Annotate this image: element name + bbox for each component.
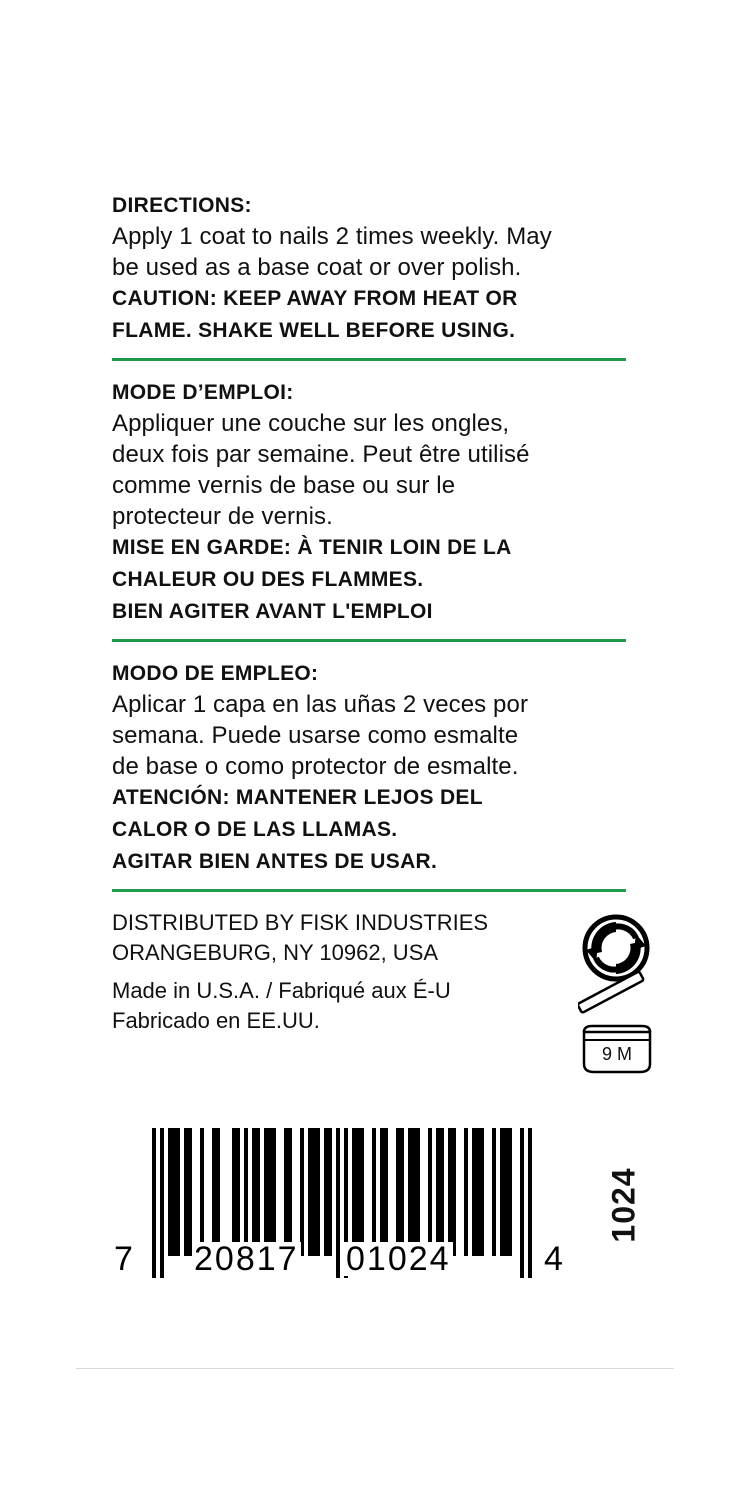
barcode-bar	[448, 1128, 456, 1256]
barcode-bar	[380, 1128, 388, 1256]
section-heading: MODO DE EMPLEO:	[112, 662, 319, 685]
barcode-guard-bar	[528, 1128, 532, 1278]
section-divider	[112, 889, 626, 892]
barcode-bar	[212, 1128, 220, 1256]
barcode-guard-bar	[152, 1128, 156, 1278]
barcode-bar	[264, 1128, 276, 1256]
section-body-line: semana. Puede usarse como esmalte	[112, 722, 519, 749]
section-heading: DIRECTIONS:	[112, 194, 252, 217]
barcode-bar	[232, 1128, 240, 1256]
barcode-bar	[436, 1128, 444, 1256]
caution-line: CHALEUR OU DES FLAMMES.	[112, 568, 424, 591]
directions-section-en	[112, 190, 632, 347]
barcode-left-digit: 7	[114, 1240, 133, 1278]
distributor-line: DISTRIBUTED BY FISK INDUSTRIES	[112, 910, 489, 935]
made-in-line: Fabricado en EE.UU.	[112, 1008, 320, 1033]
barcode	[112, 1128, 572, 1288]
section-body-line: Apply 1 coat to nails 2 times weekly. May	[112, 223, 552, 250]
product-code-vertical: 1024	[605, 1167, 642, 1243]
barcode-bar	[284, 1128, 292, 1256]
green-dot-recycle-icon	[585, 917, 647, 979]
caution-line: BIEN AGITER AVANT L'EMPLOI	[112, 600, 433, 623]
barcode-digit-group: 20817	[194, 1240, 299, 1278]
barcode-bar	[428, 1128, 432, 1256]
caution-line: FLAME. SHAKE WELL BEFORE USING.	[112, 319, 516, 342]
distributor-address: ORANGEBURG, NY 10962, USA	[112, 940, 439, 965]
barcode-bar	[492, 1128, 496, 1256]
section-body-line: Appliquer une couche sur les ongles,	[112, 410, 510, 437]
bottom-divider	[76, 1368, 674, 1369]
barcode-bar	[396, 1128, 404, 1256]
section-body-line: comme vernis de base ou sur le	[112, 472, 456, 499]
barcode-right-digit: 4	[544, 1240, 563, 1278]
caution-line: AGITAR BIEN ANTES DE USAR.	[112, 850, 438, 873]
section-body-line: de base o como protector de esmalte.	[112, 753, 519, 780]
section-body-line: be used as a base coat or over polish.	[112, 254, 522, 281]
section-body-line: deux fois par semaine. Peut être utilisé	[112, 441, 530, 468]
product-label	[112, 190, 632, 1036]
barcode-bar	[200, 1128, 204, 1256]
barcode-bar	[472, 1128, 484, 1256]
barcode-bar	[408, 1128, 420, 1256]
barcode-bar	[372, 1128, 376, 1256]
caution-line: CAUTION: KEEP AWAY FROM HEAT OR	[112, 287, 518, 310]
made-in-line: Made in U.S.A. / Fabriqué aux É-U	[112, 978, 451, 1003]
section-body-line: Aplicar 1 capa en las uñas 2 veces por	[112, 691, 529, 718]
barcode-guard-bar	[160, 1128, 164, 1278]
barcode-bar	[252, 1128, 260, 1256]
barcode-digit-group: 01024	[346, 1240, 451, 1278]
barcode-bar	[184, 1128, 192, 1256]
barcode-bar	[300, 1128, 304, 1256]
barcode-bar	[324, 1128, 332, 1256]
barcode-guard-bar	[520, 1128, 524, 1278]
barcode-bar	[308, 1128, 320, 1256]
section-body-line: protecteur de vernis.	[112, 503, 333, 530]
directions-section-es	[112, 658, 632, 878]
barcode-bar	[168, 1128, 180, 1256]
barcode-bar	[464, 1128, 468, 1256]
barcode-bar	[500, 1128, 512, 1256]
barcode-bar	[244, 1128, 248, 1256]
distribution-info	[112, 908, 552, 1036]
barcode-bar	[352, 1128, 364, 1256]
section-divider	[112, 358, 626, 361]
caution-line: CALOR O DE LAS LLAMAS.	[112, 818, 398, 841]
caution-line: MISE EN GARDE: À TENIR LOIN DE LA	[112, 536, 512, 559]
directions-section-fr	[112, 377, 632, 628]
caution-line: ATENCIÓN: MANTENER LEJOS DEL	[112, 786, 483, 809]
section-divider	[112, 639, 626, 642]
section-heading: MODE D’EMPLOI:	[112, 381, 294, 404]
barcode-guard-bar	[336, 1128, 340, 1278]
pao-label: 9 M	[601, 1044, 632, 1064]
